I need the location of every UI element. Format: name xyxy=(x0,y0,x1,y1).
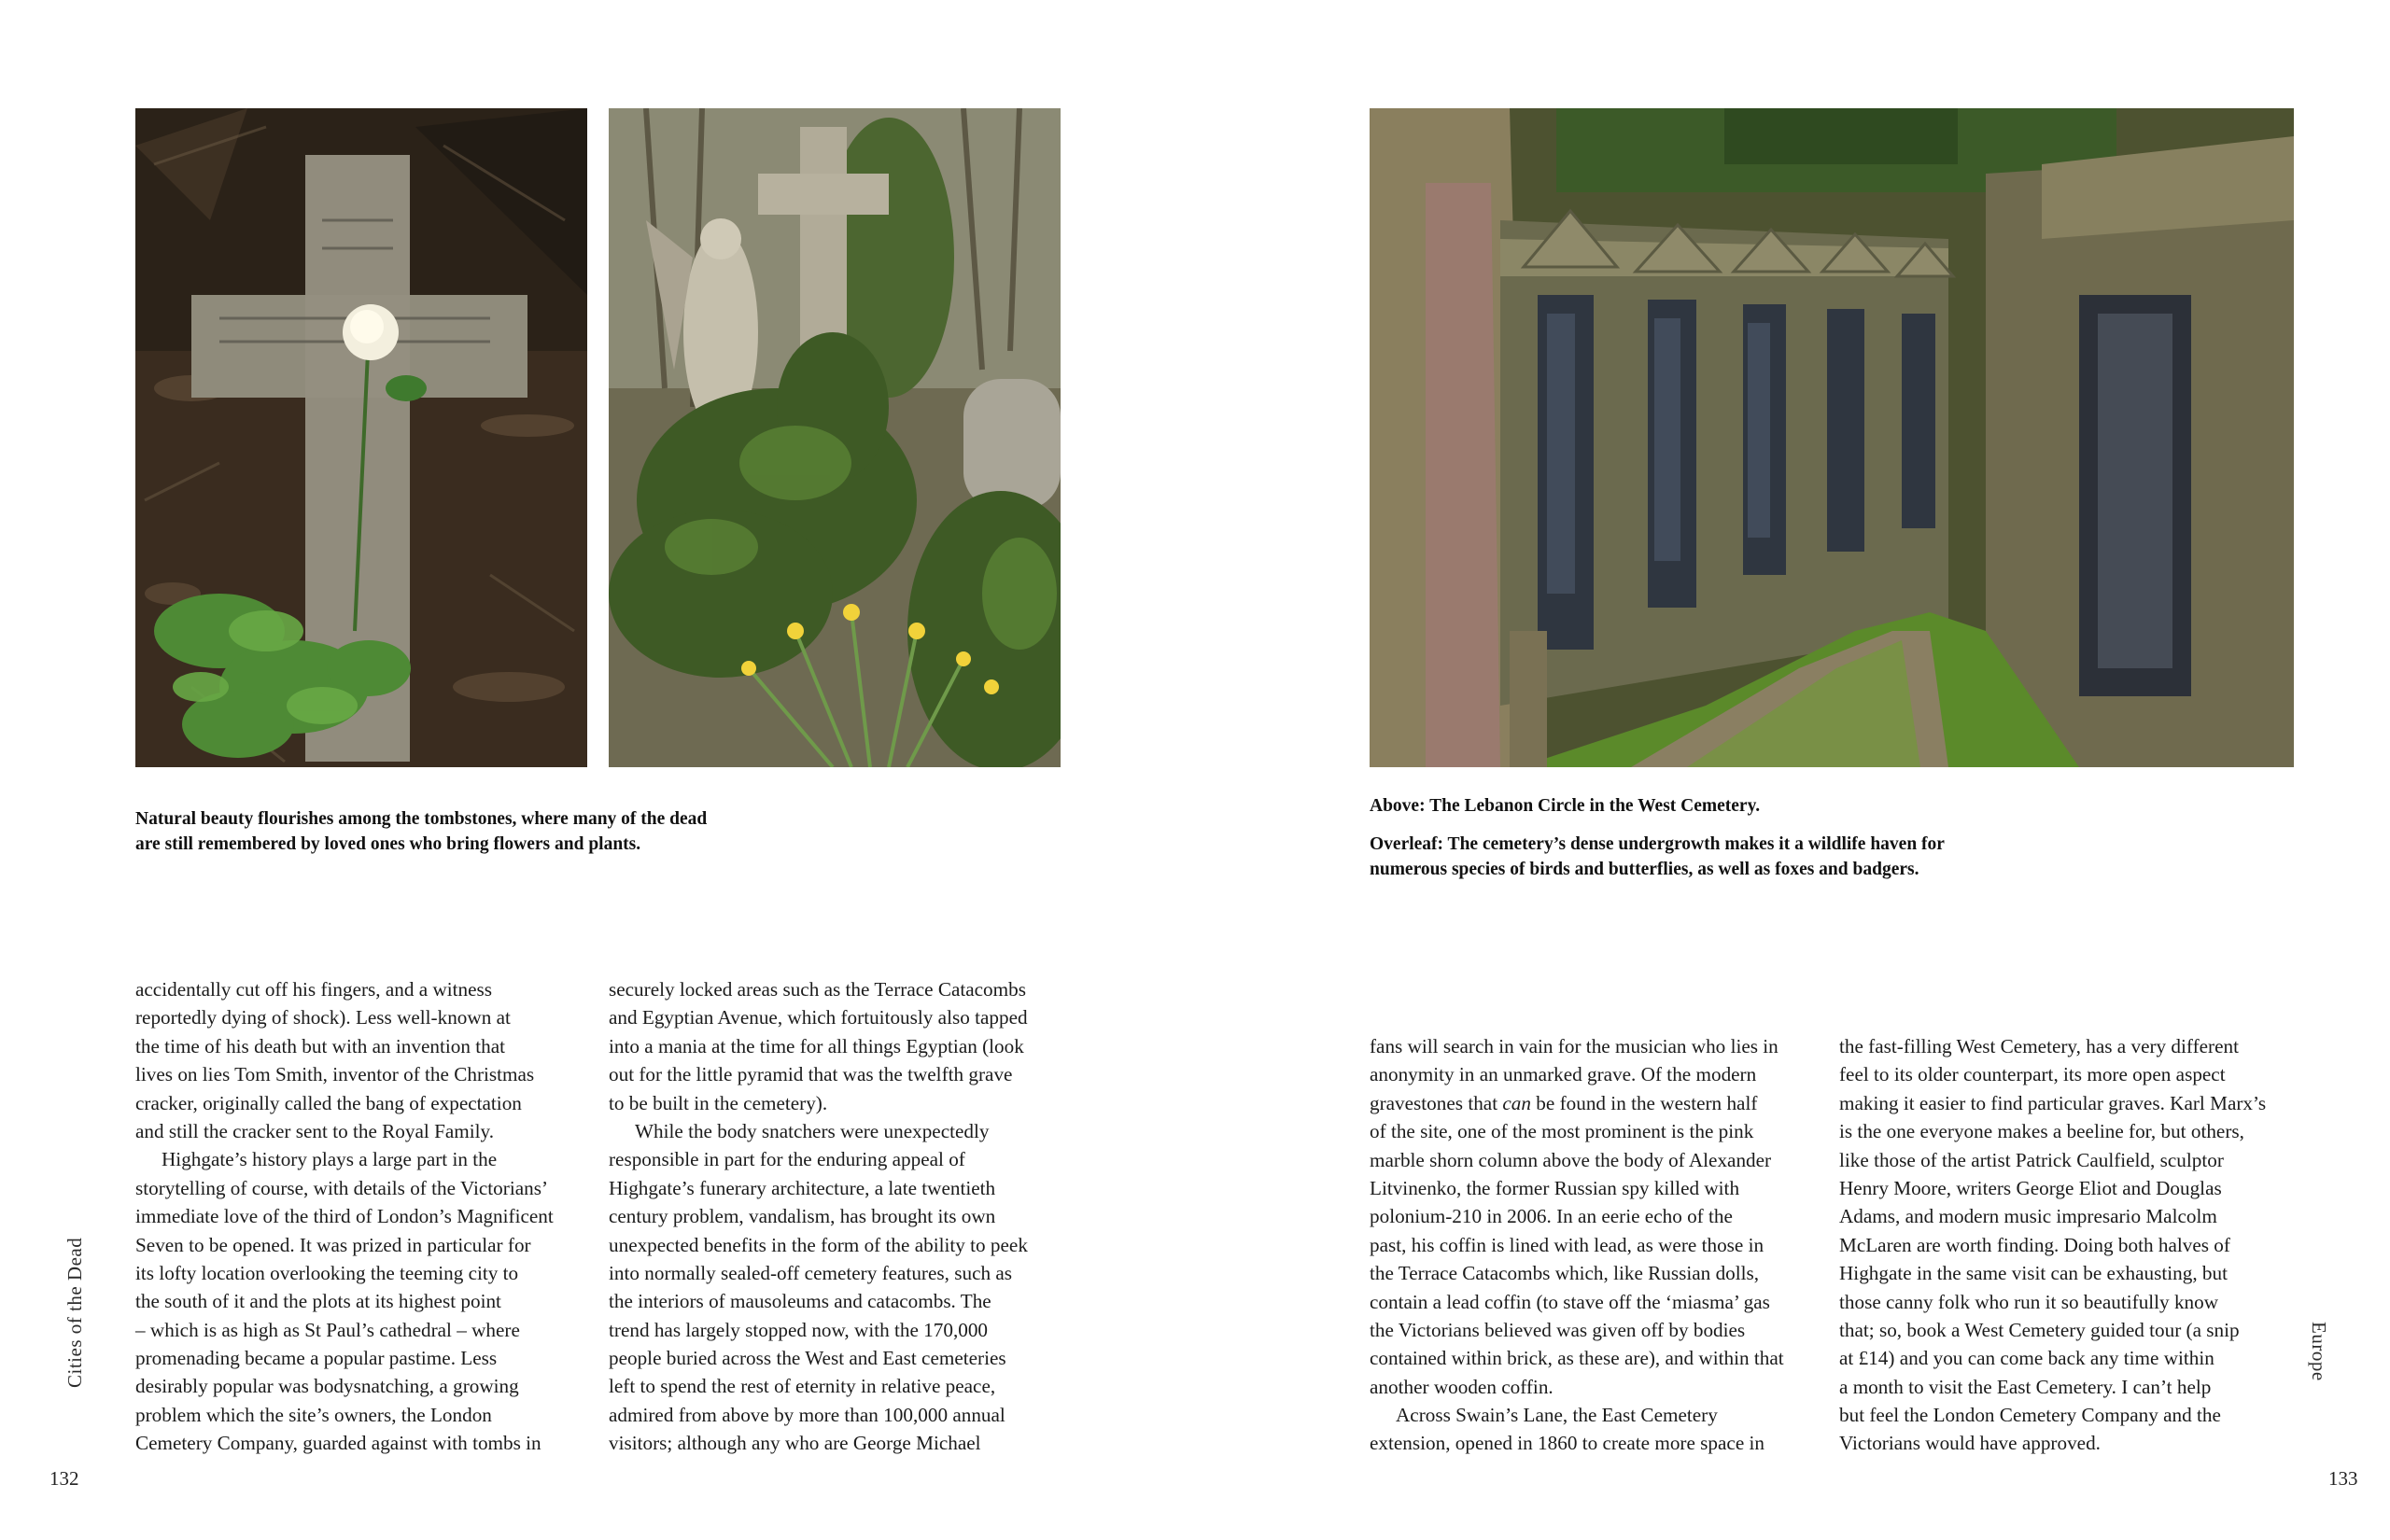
text-line: that; so, book a West Cemetery guided tour (a snip xyxy=(1839,1318,2240,1341)
text-line: left to spend the rest of eternity in relative peace, xyxy=(609,1375,996,1398)
caption-line: Natural beauty flourishes among the tombstones, where many of the dead xyxy=(135,809,708,829)
text-line: contain a lead coffin (to stave off the ‘miasma’ gas xyxy=(1370,1290,1770,1313)
photo-caption-right xyxy=(1370,793,2023,882)
text-line: century problem, vandalism, has brought its own xyxy=(609,1205,996,1228)
text-line: reportedly dying of shock). Less well-known at xyxy=(135,1006,511,1029)
text-line: admired from above by more than 100,000 annual xyxy=(609,1403,1005,1426)
page-number-right: 133 xyxy=(2328,1467,2358,1490)
body-column-4 xyxy=(1839,1032,2306,1458)
photo-cross-with-rose xyxy=(135,108,587,767)
text-segment: be found in the western half xyxy=(1530,1091,1758,1114)
text-line: visitors; although any who are George Michael xyxy=(609,1432,981,1455)
text-line: – which is as high as St Paul’s cathedral – where xyxy=(135,1318,520,1341)
emphasis-text: can xyxy=(1502,1091,1531,1114)
text-line: and Egyptian Avenue, which fortuitously also tapped xyxy=(609,1006,1028,1029)
text-line: desirably popular was bodysnatching, a growing xyxy=(135,1375,519,1398)
text-line: Litvinenko, the former Russian spy killed with xyxy=(1370,1176,1740,1199)
text-line: promenading became a popular pastime. Less xyxy=(135,1347,498,1370)
text-line: like those of the artist Patrick Caulfield, sculptor xyxy=(1839,1148,2224,1171)
text-line: feel to its older counterpart, its more open aspect xyxy=(1839,1063,2226,1086)
photo-angel-statue xyxy=(609,108,1061,767)
text-line: people buried across the West and East cemeteries xyxy=(609,1347,1006,1370)
running-head-left: Cities of the Dead xyxy=(63,1237,86,1388)
text-line: and still the cracker sent to the Royal Family. xyxy=(135,1119,495,1142)
text-line: fans will search in vain for the musician who lies in xyxy=(1370,1035,1778,1057)
text-line: cracker, originally called the bang of expectation xyxy=(135,1091,522,1114)
text-line: storytelling of course, with details of the Victorians’ xyxy=(135,1176,548,1199)
page-number-left: 132 xyxy=(49,1467,79,1490)
text-line: extension, opened in 1860 to create more space in xyxy=(1370,1432,1765,1455)
text-line: a month to visit the East Cemetery. I can’t help xyxy=(1839,1375,2212,1398)
right-page xyxy=(1195,0,2390,1540)
body-column-2 xyxy=(609,975,1076,1458)
text-line: those canny folk who run it so beautifully know xyxy=(1839,1290,2219,1313)
text-line: securely locked areas such as the Terrace Catacombs xyxy=(609,978,1026,1001)
text-line: Highgate’s history plays a large part in the xyxy=(162,1148,498,1171)
text-line: the interiors of mausoleums and catacombs. The xyxy=(609,1290,991,1313)
text-line: While the body snatchers were unexpectedly xyxy=(635,1119,990,1142)
caption-line: Above: The Lebanon Circle in the West Cemetery. xyxy=(1370,796,1761,816)
text-line: responsible in part for the enduring appeal of xyxy=(609,1148,965,1171)
text-line: Adams, and modern music impresario Malcolm xyxy=(1839,1205,2217,1228)
text-line: McLaren are worth finding. Doing both halves of xyxy=(1839,1233,2230,1256)
text-line: but feel the London Cemetery Company and the xyxy=(1839,1404,2221,1427)
text-line: trend has largely stopped now, with the 170,000 xyxy=(609,1318,989,1341)
text-line: out for the little pyramid that was the twelfth grave xyxy=(609,1063,1013,1086)
text-line: into a mania at the time for all things Egyptian (look xyxy=(609,1034,1024,1057)
text-line: at £14) and you can come back any time within xyxy=(1839,1347,2214,1370)
caption-line: are still remembered by loved ones who bring flowers and plants. xyxy=(135,834,641,854)
text-line: lives on lies Tom Smith, inventor of the Christmas xyxy=(135,1063,535,1086)
photo-caption-left xyxy=(135,806,789,857)
text-line: the fast-filling West Cemetery, has a very different xyxy=(1839,1035,2239,1057)
text-line: Highgate in the same visit can be exhausting, but xyxy=(1839,1262,2228,1285)
text-line: the time of his death but with an invention that xyxy=(135,1034,506,1057)
text-line: Cemetery Company, guarded against with tombs in xyxy=(135,1432,541,1455)
text-line: Highgate’s funerary architecture, a late twentieth xyxy=(609,1176,996,1199)
text-line: unexpected benefits in the form of the ability to peek xyxy=(609,1233,1028,1256)
text-line: to be built in the cemetery). xyxy=(609,1091,828,1114)
body-column-1 xyxy=(135,975,593,1458)
caption-line: Overleaf: The cemetery’s dense undergrowth makes it a wildlife haven for xyxy=(1370,834,1945,854)
photo-lebanon-circle xyxy=(1370,108,2294,767)
text-line: Victorians would have approved. xyxy=(1839,1432,2101,1455)
text-line: contained within brick, as these are), and within that xyxy=(1370,1347,1784,1370)
text-line: of the site, one of the most prominent is the pink xyxy=(1370,1120,1754,1143)
text-line: into normally sealed-off cemetery features, such as xyxy=(609,1261,1013,1284)
text-line: problem which the site’s owners, the London xyxy=(135,1403,492,1426)
text-line: another wooden coffin. xyxy=(1370,1375,1554,1398)
text-line: Henry Moore, writers George Eliot and Douglas xyxy=(1839,1176,2222,1199)
text-segment: gravestones that xyxy=(1370,1091,1503,1114)
running-head-right: Europe xyxy=(2308,1322,2330,1381)
text-line: immediate love of the third of London’s Magnificent xyxy=(135,1205,554,1228)
text-line: its lofty location overlooking the teeming city to xyxy=(135,1261,519,1284)
body-column-3 xyxy=(1370,1032,1827,1458)
text-line: is the one everyone makes a beeline for, but others, xyxy=(1839,1120,2244,1143)
text-line: polonium-210 in 2006. In an eerie echo of the xyxy=(1370,1205,1733,1228)
text-line: the Terrace Catacombs which, like Russian dolls, xyxy=(1370,1262,1760,1285)
text-line: anonymity in an unmarked grave. Of the modern xyxy=(1370,1063,1757,1086)
caption-line: numerous species of birds and butterflies, as well as foxes and badgers. xyxy=(1370,860,1919,879)
text-line: making it easier to find particular graves. Karl Marx’s xyxy=(1839,1091,2267,1114)
text-line: accidentally cut off his fingers, and a witness xyxy=(135,978,493,1001)
text-line: past, his coffin is lined with lead, as were those in xyxy=(1370,1233,1764,1256)
text-line: Seven to be opened. It was prized in particular for xyxy=(135,1233,531,1256)
text-line: marble shorn column above the body of Alexander xyxy=(1370,1148,1772,1171)
text-line: the Victorians believed was given off by bodies xyxy=(1370,1318,1746,1341)
text-line: Across Swain’s Lane, the East Cemetery xyxy=(1396,1404,1718,1427)
text-line xyxy=(1370,1089,1827,1117)
text-line: the south of it and the plots at its highest point xyxy=(135,1290,501,1313)
